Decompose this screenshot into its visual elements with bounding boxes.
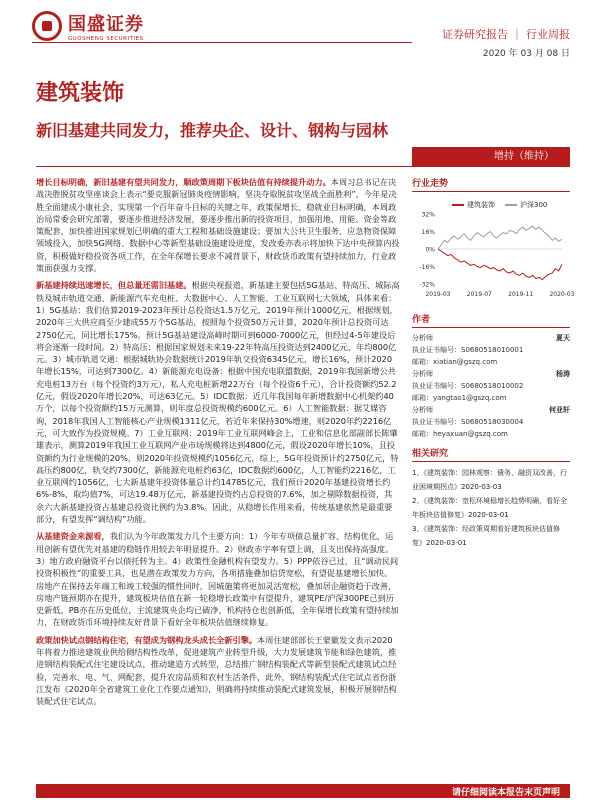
cert-label: 执业证书编号： [412,418,461,426]
legend-item [452,200,495,210]
x-tick-label: 2019-03 [425,291,451,298]
paragraph-body: 我们认为今年政策发力几个主要方向：1）今年专项债总量扩容、结构优化，运用创新有望优先对基建的稳链作用较去年明显提升。2）财政赤字率有望上调，且支出保持高强度。3）地方政府融资平台以债托转为主。4）政策性金融机构有望发力。5）PPP依谷已过，且“调动民间投资积极性”的重要工具，也是潜在政策发力方向，各项措施叠加信贷宽松，有望促基建增长加快。房地产在保持去年端工和竣工较强的惯性同时，因城施策将更加灵活宽松，叠加居企融资趋于改善，房地产链预期亦在提升，建筑板块估值在新一轮稳增长政策中有望提升，建筑PE/沪深300PE已到历史新低，PB亦在历史低位，主流建筑央企均已破净，机构持仓也创新低，全年保增长政策有望持续加力，在财政货币环境持续友好背景下看好全年板块估值继续修复。 [36,531,399,628]
y-tick-label: -16% [419,264,435,271]
x-tick-label: 2019-07 [466,291,492,298]
analyst-role: 分析师 [412,406,433,414]
trend-heading: 行业走势 [412,176,570,192]
y-tick-label: 0% [425,246,435,254]
logo-icon [32,11,62,41]
paragraph-lead: 新基建持续迅速增长，但总量还需旧基建。 [36,280,192,291]
paragraph-body: 本周住建部部长王蒙徽发文表示2020年将着力推进建筑业供给侧结构性改革，促进建筑产业转型升级，大力发展建筑节能和绿色建筑，推进钢结构装配式住宅建设试点，推动建造方式转型，总结推广钢结构装配式等新型装配式建筑试点经验，完善水、电、气、网配套，提升农房品质和农村生活条件，此外，钢结构装配式住宅试点省份浙江发布《2020年全省建筑工业化工作要点通知》，明确将持续推动装配式建筑发展，积极开展钢结构装配式住宅试点。 [36,634,397,707]
paragraph [36,530,400,628]
paragraph-lead: 增长目标明确，新旧基建有望共同发力，顺政策周期下板块估值有持续提升动力。 [36,177,331,187]
related-heading: 相关研究 [412,446,570,462]
paragraph [36,279,400,525]
series-line [438,226,562,249]
document-date: 2020 年 03 月 08 日 [482,49,570,59]
chart-legend [452,200,547,210]
report-headline: 新旧基建共同发力，推荐央企、设计、钢构与园林 [36,121,389,140]
analyst-name: 何亚轩 [549,406,570,414]
header-divider [32,42,412,43]
document-type: 证券研究报告 ｜ 行业周报 [442,28,570,41]
email-label: 邮箱： [412,394,433,402]
legend-swatch [452,204,464,206]
paragraph [36,634,400,708]
analyst-email[interactable]: xiatian@gszq.com [433,358,498,366]
trend-chart-svg [412,196,575,306]
main-body [36,176,400,712]
related-item[interactable]: 3、《建筑装饰：经政策周期看好建筑板块估值修复》2020-03-01 [412,525,560,547]
analysts-list [412,332,570,440]
analyst-entry [412,368,570,404]
legend-item [505,200,547,210]
analyst-email[interactable]: yangtao1@gszq.com [433,394,507,402]
paragraph-body: 根据央视报道，新基建主要包括5G基站、特高压、城际高铁及城市轨道交通、新能源汽车充电桩、大数据中心、人工智能、工业互联网七大领域，具体来看：1）5G基站：我们估算2019-2023年预计总投资达1.5万亿元，2019年预计1000亿元，根据规划，2020年三大供应商至少建成55万个5G基站，按照每个投资50万元计算，2020年预计总投资可达2750亿元，同比增长175%。预计5G基站建设高峰时期可到6000-7000亿元，但经过4-5年建设后将会逐渐一段时间。2）特高压：根据国家规划未来19-22年特高压投资达到2400亿元，年均800亿元。3）城市轨道交通：根据城轨协会数据统计2019年轨交投资6345亿元，增长16%，预计2020年增长15%，可达到7300亿。4）新能源充电设备：根据中国充电联盟数据，2019年我国新增公共充电桩13万台（每个投资约3万元），私人充电桩新增22万台（每个投资6千元），合计投资额约52.2亿元，假设2020年增长20%，可达63亿元。5）IDC数据：近几年我国每年新增数据中心机架约40万个，以每个投资额约15万元测算，则年度总投资规模约600亿元。6）人工智能数据：据艾媒咨询，2018年我国人工智能核心产业规模1311亿元，若近年来保持30%增速，则2020年约2216亿元，可大致作为投资规模。7）工业互联网：2019年工业互联网峰会上，工业和信息化部副部长陈肇雄表示，测算2019年我国工业互联网产业市场规模将达到4800亿元，假设2020年增长10%，且投资额约为行业规模的20%，则2020年投资规模约1056亿元，综上，5G年投资预计约2750亿元，特高压约800亿，轨交约7300亿，新能源充电桩约63亿，IDC数据约600亿，人工智能约2216亿，工业互联网约1056亿，七大新基建年投资体量总计约14785亿元，我们预计2020年基建投资增长约6%-8%，取均值7%，可达19.48万亿元，新基建投资约占总投资的7.6%，加之剔除数据投资，其余六大新基建投资占基建总投资比例约为3.8%。因此，从稳增长作用来看，传统基建依然是最重要部分，有望发挥“调结构”功能。 [36,280,400,525]
logo-name-cn: 国盛证券 [68,14,144,35]
cert-label: 执业证书编号： [412,382,461,390]
cert-label: 执业证书编号： [412,346,461,354]
legend-label: 建筑装饰 [467,201,495,209]
cert-number: S0680518030004 [461,418,524,426]
x-tick-label: 2019-11 [508,291,534,298]
email-label: 邮箱： [412,430,433,438]
rating-divider [36,166,570,167]
legend-label: 沪深300 [520,201,548,209]
paragraph-body: 本周习总书记在决战决胜脱贫攻坚座谈会上表示“要克服新冠肺炎疫情影响，坚决夺取脱贫攻坚战全面胜利”，今年是决胜全面建成小康社会、实现第一个百年奋斗目标的关键之年，政策保增长、稳就业目标明确，本周政治局常委会研究部署，要逐步推进经济发展，要逐步推出新的投资项目，加强用地、用能、资金等政策配套，加快推进国家规划已明确的重大工程和基础设施建设；要加大公共卫生服务、应急物资保障领域投入，加快5G网络、数据中心等新型基础设施建设进度，发改委亦表示将加快下达中央预算内投资，积极做好稳投资各项工作，在全年保增长要求不减背景下，财政货币政策有望持续加力，行业政策面获强力支撑。 [36,177,400,274]
industry-title: 建筑装饰 [36,81,125,106]
y-tick-label: 32% [421,211,435,219]
x-tick-label: 2020-03 [549,291,575,298]
trend-chart [412,196,575,306]
analyst-role: 分析师 [412,334,433,342]
series-line [438,249,562,280]
company-logo [32,10,144,42]
paragraph-lead: 政策加快试点钢结构住宅，有望成为钢构龙头成长全新引擎。 [36,634,258,645]
logo-name-en: GUOSHENG SECURITIES [68,36,144,42]
cert-number: S0680518010002 [461,382,524,390]
analyst-entry [412,404,570,440]
y-tick-label: -32% [419,281,435,289]
cert-number: S0680518010001 [461,346,524,354]
analysts-heading: 作者 [412,312,570,328]
related-item[interactable]: 1、《建筑装饰：园林观察：債务、融资双改善，行业困境期拐点》2020-03-03 [412,469,567,491]
related-item[interactable]: 2、《建筑装饰：宽松环境稳增长趋势明确，看好全年板块估值修复》2020-03-01 [412,497,567,519]
legend-swatch [505,204,517,206]
analyst-entry [412,332,570,368]
analyst-name: 杨涛 [556,370,570,378]
y-tick-label: 16% [421,229,435,236]
footer-disclaimer: 请仔细阅读本报告末页声明 [451,788,560,798]
sidebar [412,176,575,550]
paragraph-lead: 从基建资金来源看， [36,531,110,542]
rating-badge: 增持（维持） [412,147,570,167]
report-header [0,0,600,62]
analyst-name: 夏天 [556,334,570,342]
paragraph [36,176,400,274]
email-label: 邮箱： [412,358,433,366]
analyst-email[interactable]: heyaxuan@gszq.com [433,430,508,438]
page-footer [0,782,600,800]
analyst-role: 分析师 [412,370,433,378]
